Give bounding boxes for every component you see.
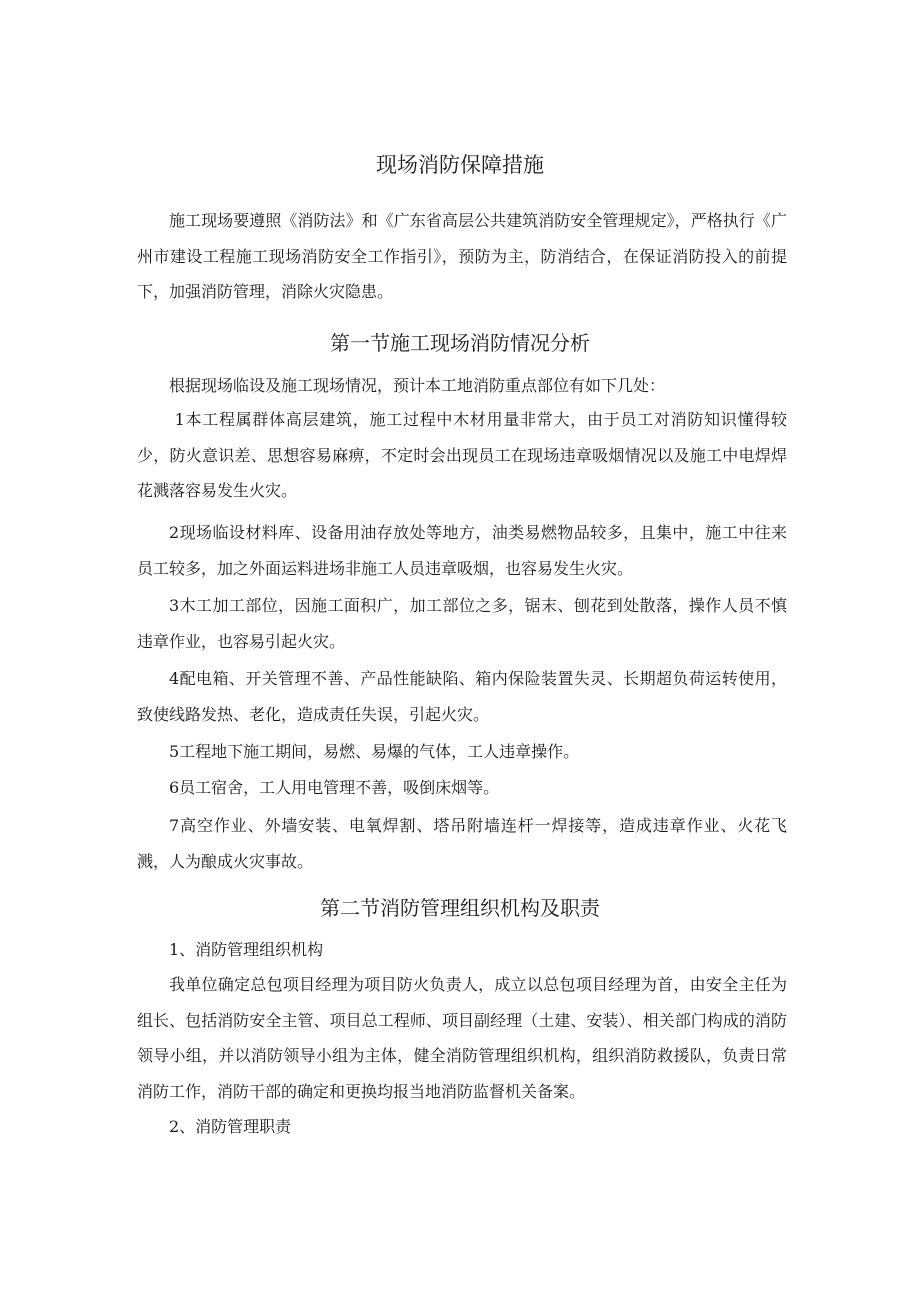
section1-lead: 根据现场临设及施工现场情况，预计本工地消防重点部位有如下几处： xyxy=(169,376,666,395)
section2-heading: 第二节消防管理组织机构及职责 xyxy=(320,896,600,920)
list-item-3: 3木工加工部位，因施工面积广，加工部位之多，锯末、刨花到处散落，操作人员不慎违章作业，也容易引起火灾。 xyxy=(137,596,787,651)
list-item-2: 2现场临设材料库、设备用油存放处等地方，油类易燃物品较多，且集中，施工中往来员工较多，加之外面运料进场非施工人员违章吸烟，也容易发生火灾。 xyxy=(137,523,787,578)
list-item-1: 1本工程属群体高层建筑，施工过程中木材用量非常大，由于员工对消防知识懂得较少，防火意识差、思想容易麻痹，不定时会出现员工在现场违章吸烟情况以及施工中电焊焊花溅落容易发生火灾。 xyxy=(137,410,787,500)
section2-subheading-1: 1、消防管理组织机构 xyxy=(169,940,324,959)
list-item-6: 6员工宿舍，工人用电管理不善，吸倒床烟等。 xyxy=(169,778,500,797)
section2-subheading-2: 2、消防管理职责 xyxy=(169,1117,292,1136)
section1-heading: 第一节施工现场消防情况分析 xyxy=(330,331,590,355)
document-title: 现场消防保障措施 xyxy=(376,153,544,177)
list-item-5: 5工程地下施工期间，易燃、易爆的气体，工人违章操作。 xyxy=(169,742,580,761)
list-item-7: 7高空作业、外墙安装、电氧焊割、塔吊附墙连杆一焊接等，造成违章作业、火花飞溅，人为酿成火灾事故。 xyxy=(137,816,787,871)
list-item-4: 4配电箱、开关管理不善、产品性能缺陷、箱内保险装置失灵、长期超负荷运转使用，致使线路发热、老化，造成责任失误，引起火灾。 xyxy=(137,669,787,724)
intro-paragraph: 施工现场要遵照《消防法》和《广东省高层公共建筑消防安全管理规定》，严格执行《广州市建设工程施工现场消防安全工作指引》，预防为主，防消结合，在保证消防投入的前提下，加强消防管理，消除火灾隐患。 xyxy=(137,211,787,301)
section2-body-1: 我单位确定总包项目经理为项目防火负责人，成立以总包项目经理为首，由安全主任为组长、包括消防安全主管、项目总工程师、项目副经理（土建、安装）、相关部门构成的消防领导小组，并以消防领导小组为主体，健全消防管理组织机构，组织消防救援队，负责日常消防工作，消防干部的确定和更换均报当地消防监督机关备案。 xyxy=(137,975,787,1101)
